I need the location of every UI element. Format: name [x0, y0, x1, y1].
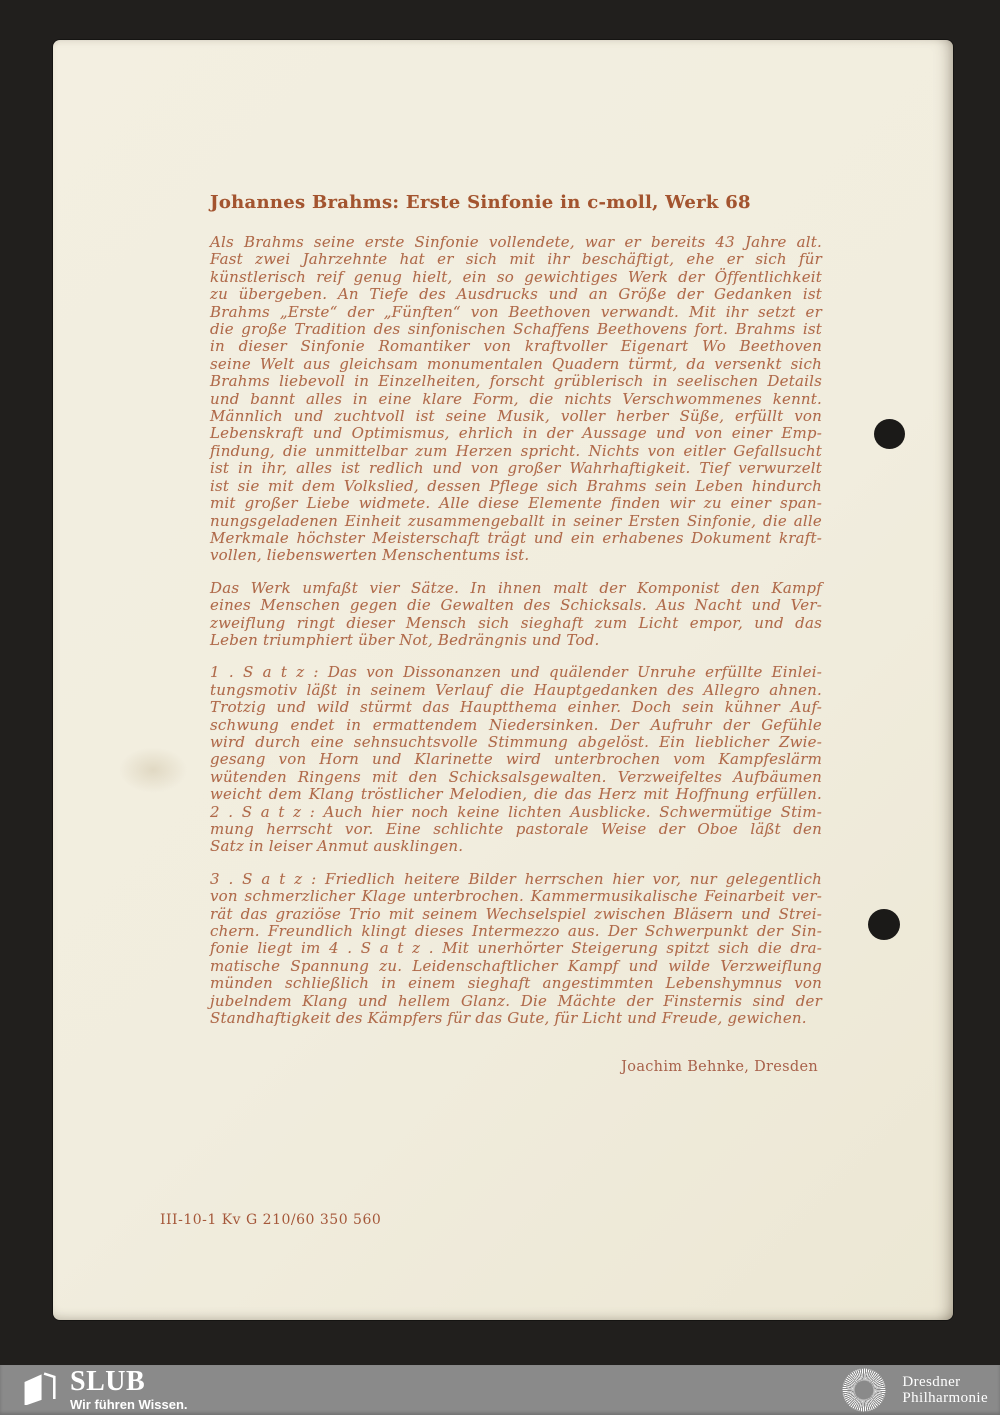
philharmonie-line1: Dresdner	[902, 1374, 961, 1390]
text-line: fonie liegt im 4 . S a t z . Mit unerhörter Steigerung spitzt sich die dra-	[210, 939, 822, 958]
text-line: zweiflung ringt dieser Mensch sich sieghaft zum Licht empor, und das	[210, 613, 822, 632]
text-line: Männlich und zuchtvoll ist seine Musik, voller herber Süße, erfüllt von	[210, 407, 822, 426]
paragraph	[210, 664, 822, 855]
text-line: tungsmotiv läßt in seinem Verlauf die Hauptgedanken des Allegro ahnen.	[210, 680, 822, 699]
text-line: seine Welt aus gleichsam monumentalen Quadern türmt, da versenkt sich	[210, 354, 822, 373]
text-line: Als Brahms seine erste Sinfonie vollendete, war er bereits 43 Jahre alt.	[210, 233, 822, 251]
punch-hole-bottom	[868, 909, 900, 940]
text-line: findung, die unmittelbar zum Herzen spricht. Nichts von eitler Gefallsucht	[210, 441, 822, 460]
text-line: nungsgeladenen Einheit zusammengeballt in seiner Ersten Sinfonie, die alle	[210, 511, 822, 530]
document-page	[53, 40, 953, 1320]
text-line: eines Menschen gegen die Gewalten des Schicksals. Aus Nacht und Ver-	[210, 596, 822, 615]
text-line: zu übergeben. An Tiefe des Ausdrucks und an Größe der Gedanken ist	[210, 285, 822, 304]
text-line: weicht dem Klang tröstlicher Melodien, die das Herz mit Hoffnung erfüllen.	[210, 785, 822, 804]
philharmonie-line2: Philharmonie	[902, 1390, 988, 1406]
document-title: Johannes Brahms: Erste Sinfonie in c-moll, Werk 68	[210, 192, 751, 213]
slub-wordmark	[70, 1365, 188, 1412]
text-line: und bannt alles in eine klare Form, die nichts Verschwommenes kennt.	[210, 389, 822, 408]
text-line: von schmerzlicher Klage unterbrochen. Kammermusikalische Feinarbeit ver-	[210, 887, 822, 906]
text-line: gesang von Horn und Klarinette wird unterbrochen vom Kampfeslärm	[210, 750, 822, 769]
slub-logo	[22, 1365, 188, 1412]
text-line: münden schließlich in einem sieghaft angestimmten Lebenshymnus von	[210, 974, 822, 993]
text-line: Lebenskraft und Optimismus, ehrlich in der Aussage und von einer Emp-	[210, 424, 822, 443]
text-line: ist in ihr, alles ist redlich und von großer Wahrhaftigkeit. Tief verwurzelt	[210, 459, 822, 478]
text-line: mit großer Liebe widmete. Alle diese Elemente finden wir zu einer span-	[210, 494, 822, 513]
text-line: Brahms liebevoll in Einzelheiten, forscht grüblerisch in seelischen Details	[210, 372, 822, 391]
text-line: vollen, liebenswerten Menschentums ist.	[210, 546, 530, 565]
text-line: jubelndem Klang und hellem Glanz. Die Mächte der Finsternis sind der	[210, 991, 822, 1010]
text-line: 1 . S a t z : Das von Dissonanzen und quälender Unruhe erfüllte Einlei-	[210, 663, 822, 682]
open-book-icon	[22, 1371, 56, 1405]
text-line: die große Tradition des sinfonischen Schaffens Beethovens fort. Brahms ist	[210, 320, 822, 339]
text-line: wütenden Ringens mit den Schicksalsgewalten. Verzweifeltes Aufbäumen	[210, 767, 822, 786]
text-line: mung herrscht vor. Eine schlichte pastorale Weise der Oboe läßt den	[210, 820, 822, 838]
text-line: wird durch eine sehnsuchtsvolle Stimmung abgelöst. Ein lieblicher Zwie-	[210, 732, 822, 751]
text-line: Satz in leiser Anmut ausklingen.	[210, 837, 464, 856]
text-line: ist sie mit dem Volkslied, dessen Pflege sich Brahms sein Leben hindurch	[210, 476, 822, 495]
text-line: schwung endet in ermattendem Niedersinken. Der Aufruhr der Gefühle	[210, 715, 822, 734]
philharmonie-wordmark	[902, 1374, 988, 1406]
text-line: Fast zwei Jahrzehnte hat er sich mit ihr beschäftigt, ehe er sich für	[210, 250, 822, 269]
text-line: Merkmale höchster Meisterschaft trägt und ein erhabenes Dokument kraft-	[210, 528, 822, 547]
sunburst-icon	[841, 1367, 887, 1413]
author-signature: Joachim Behnke, Dresden	[621, 1059, 818, 1076]
print-code: III-10-1 Kv G 210/60 350 560	[160, 1212, 382, 1228]
text-line: Brahms „Erste“ der „Fünften“ von Beethoven verwandt. Mit ihr setzt er	[210, 302, 822, 321]
footer-bar	[0, 1365, 1000, 1415]
paragraph	[210, 580, 822, 650]
text-line: in dieser Sinfonie Romantiker von kraftvoller Eigenart Wo Beethoven	[210, 337, 822, 356]
text-line: matische Spannung zu. Leidenschaftlicher Kampf und wilde Verzweiflung	[210, 956, 822, 975]
paragraph	[210, 234, 822, 565]
text-line: chern. Freundlich klingt dieses Intermezzo aus. Der Schwerpunkt der Sin-	[210, 922, 822, 941]
slub-tagline: Wir führen Wissen.	[70, 1396, 188, 1412]
text-line: Das Werk umfaßt vier Sätze. In ihnen malt der Komponist den Kampf	[210, 578, 822, 597]
paragraph	[210, 871, 822, 1028]
document-body	[210, 234, 822, 1027]
text-line: 2 . S a t z : Auch hier noch keine lichten Ausblicke. Schwermütige Stim-	[210, 802, 822, 821]
text-line: rät das graziöse Trio mit seinem Wechselspiel zwischen Bläsern und Strei-	[210, 904, 822, 923]
paper-stain	[108, 740, 198, 800]
slub-name: SLUB	[70, 1365, 146, 1397]
dresdner-philharmonie-logo	[841, 1367, 988, 1413]
text-line: Leben triumphiert über Not, Bedrängnis und Tod.	[210, 630, 600, 649]
punch-hole-top	[874, 419, 905, 449]
text-line: Trotzig und wild stürmt das Hauptthema einher. Doch sein kühner Auf-	[210, 698, 822, 717]
text-line: Standhaftigkeit des Kämpfers für das Gute, für Licht und Freude, gewichen.	[210, 1009, 807, 1028]
text-line: künstlerisch reif genug hielt, ein so gewichtiges Werk der Öffentlichkeit	[210, 267, 822, 286]
document-text-block	[210, 192, 822, 1075]
text-line: 3 . S a t z : Friedlich heitere Bilder herrschen hier vor, nur gelegentlich	[210, 869, 822, 888]
